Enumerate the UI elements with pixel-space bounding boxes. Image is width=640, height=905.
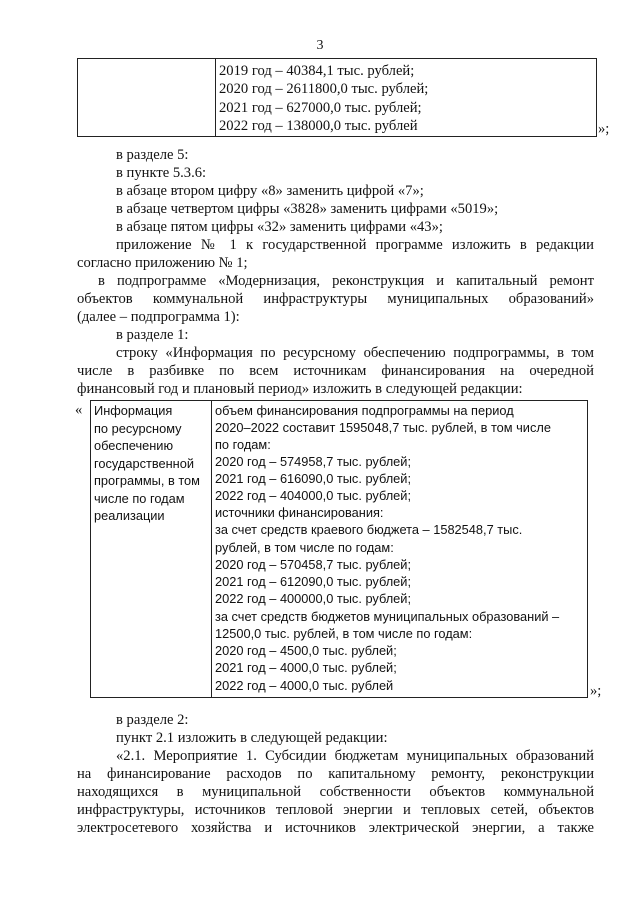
paragraph-line: приложение № 1 к государственной программе изложить в редакции xyxy=(116,237,594,253)
table1-close-quote: »; xyxy=(598,121,610,137)
table2-right-line: 2022 год – 404000,0 тыс. рублей; xyxy=(215,488,411,503)
paragraph-line: согласно приложению № 1; xyxy=(77,255,248,271)
table2-right-line: 2020–2022 составит 1595048,7 тыс. рублей, в том числе xyxy=(215,420,551,435)
table2-right-line: 2020 год – 4500,0 тыс. рублей; xyxy=(215,643,397,658)
table2-open-quote: « xyxy=(75,402,83,418)
table2-right-line: 2022 год – 4000,0 тыс. рублей xyxy=(215,678,394,693)
table2-left-line: реализации xyxy=(94,508,165,523)
paragraph-line: электросетевого хозяйства и источников электрической энергии, а также xyxy=(77,820,594,836)
table2-left-line: программы, в том xyxy=(94,473,200,488)
table1-line: 2019 год – 40384,1 тыс. рублей; xyxy=(219,63,415,79)
paragraph-line: находящихся в муниципальной собственности объектов коммунальной xyxy=(77,784,594,800)
table2-close-quote: »; xyxy=(590,683,602,699)
paragraph-line: «2.1. Мероприятие 1. Субсидии бюджетам муниципальных образований xyxy=(116,748,594,764)
table2-right-line: за счет средств бюджетов муниципальных образований – xyxy=(215,609,560,624)
paragraph-line: (далее – подпрограмма 1): xyxy=(77,309,240,325)
text-line: в абзаце пятом цифры «32» заменить цифрами «43»; xyxy=(116,219,443,235)
paragraph-line: в подпрограмме «Модернизация, реконструкция и капитальный ремонт xyxy=(98,273,594,289)
paragraph-line: на финансирование расходов по капитальному ремонту, реконструкции xyxy=(77,766,594,782)
table2-right-line: 2021 год – 612090,0 тыс. рублей; xyxy=(215,574,411,589)
table2-left-line: обеспечению xyxy=(94,438,174,453)
paragraph-line: строку «Информация по ресурсному обеспечению подпрограммы, в том xyxy=(116,345,594,361)
table2-right-line: источники финансирования: xyxy=(215,505,384,520)
table2-right-line: по годам: xyxy=(215,437,271,452)
text-line: в абзаце втором цифру «8» заменить цифрой «7»; xyxy=(116,183,424,199)
table2-right-line: 2021 год – 616090,0 тыс. рублей; xyxy=(215,471,411,486)
table1-line: 2022 год – 138000,0 тыс. рублей xyxy=(219,118,418,134)
table2-right-line: 2020 год – 570458,7 тыс. рублей; xyxy=(215,557,411,572)
text-line: в пункте 5.3.6: xyxy=(116,165,207,181)
paragraph-line: числе в разбивке по всем источникам финансирования на очередной xyxy=(77,363,594,379)
text-line: в разделе 2: xyxy=(116,712,189,728)
table2-left-line: государственной xyxy=(94,456,195,471)
table2-left-line: Информация xyxy=(94,403,173,418)
table1-line: 2021 год – 627000,0 тыс. рублей; xyxy=(219,100,422,116)
text-line: в разделе 5: xyxy=(116,147,189,163)
table-continuation-divider xyxy=(215,58,216,137)
table2-right-line: за счет средств краевого бюджета – 1582548,7 тыс. xyxy=(215,522,523,537)
table2-right-line: 2022 год – 400000,0 тыс. рублей; xyxy=(215,591,411,606)
table2-left-line: по ресурсному xyxy=(94,421,182,436)
paragraph-line: объектов коммунальной инфраструктуры муниципальных образований» xyxy=(77,291,594,307)
table2-right-line: 2021 год – 4000,0 тыс. рублей; xyxy=(215,660,397,675)
table2-right-line: объем финансирования подпрограммы на период xyxy=(215,403,514,418)
text-line: в разделе 1: xyxy=(116,327,189,343)
table2-left-line: числе по годам xyxy=(94,491,185,506)
text-line: пункт 2.1 изложить в следующей редакции: xyxy=(116,730,388,746)
table2-right-line: 2020 год – 574958,7 тыс. рублей; xyxy=(215,454,411,469)
table1-line: 2020 год – 2611800,0 тыс. рублей; xyxy=(219,81,429,97)
table2-right-line: рублей, в том числе по годам: xyxy=(215,540,394,555)
text-line: в абзаце четвертом цифры «3828» заменить цифрами «5019»; xyxy=(116,201,499,217)
table2-right-line: 12500,0 тыс. рублей, в том числе по годам: xyxy=(215,626,473,641)
paragraph-line: инфраструктуры, источников тепловой энергии и тепловых сетей, объектов xyxy=(77,802,594,818)
paragraph-line: финансовый год и плановый период» изложить в следующей редакции: xyxy=(77,381,523,397)
table2-divider xyxy=(211,400,212,698)
page-number: 3 xyxy=(316,38,324,53)
